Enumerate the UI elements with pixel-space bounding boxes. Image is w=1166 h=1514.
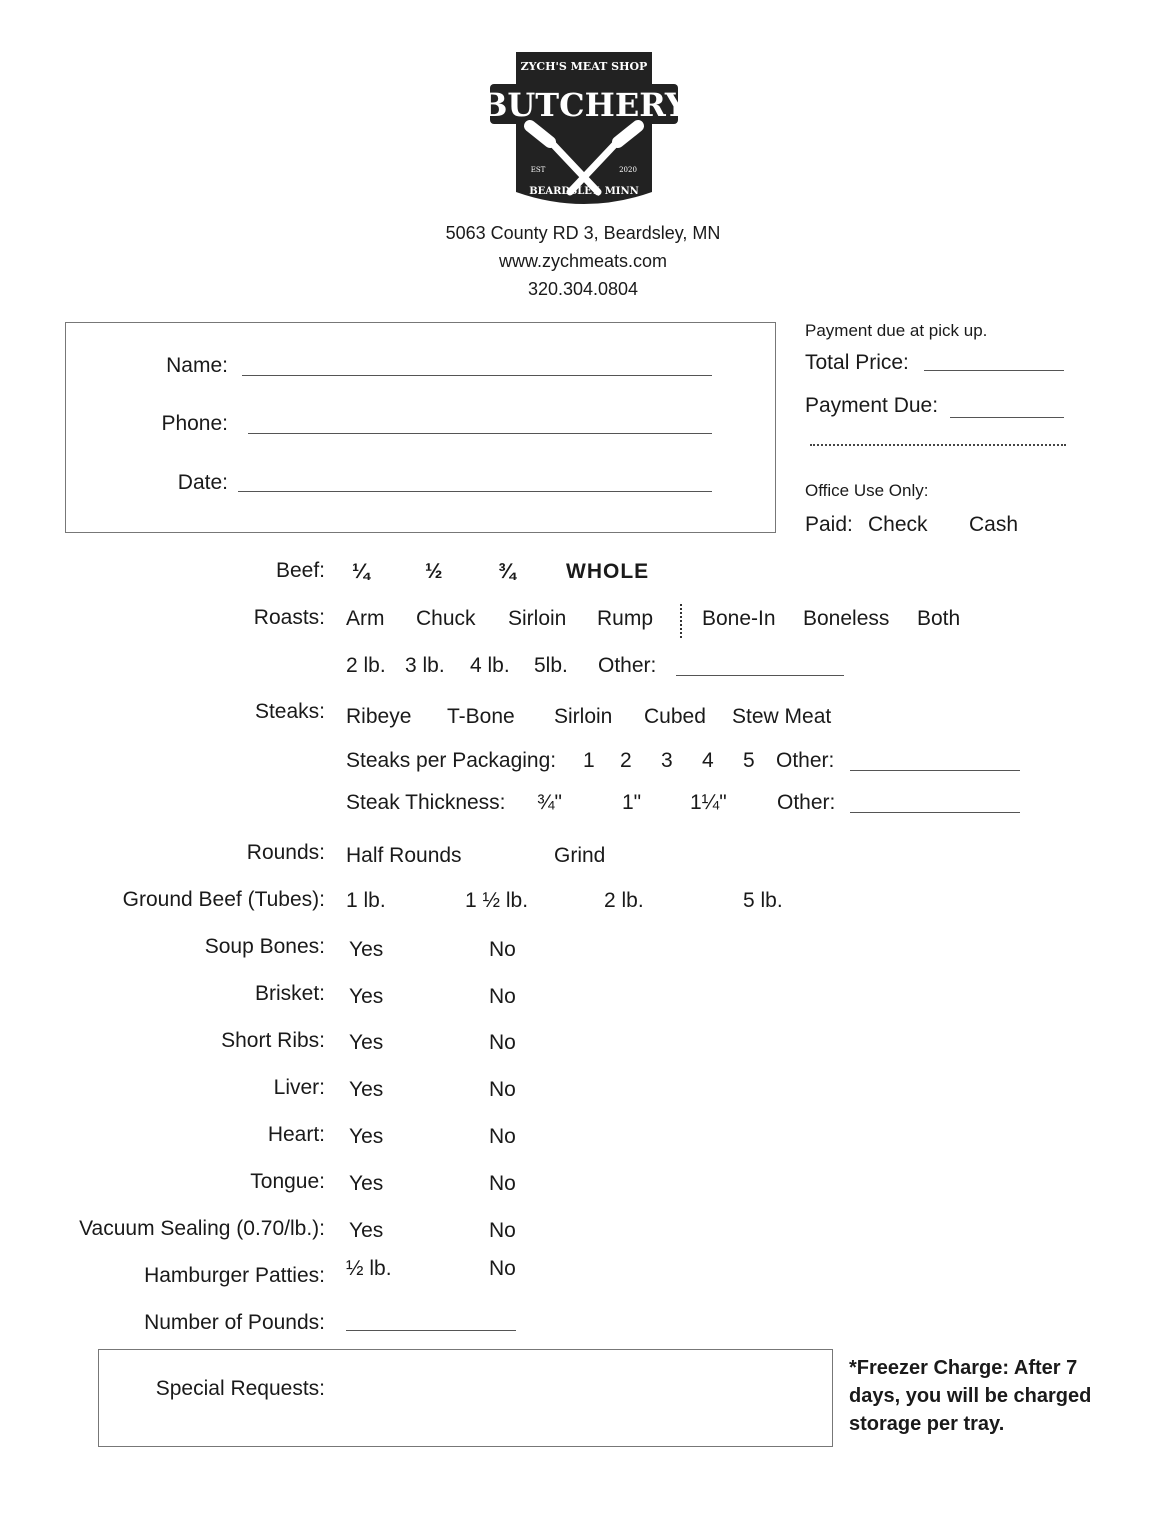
beef-option-whole[interactable]: WHOLE — [566, 560, 650, 583]
total-price-label: Total Price: — [805, 351, 909, 374]
short-ribs-no[interactable]: No — [489, 1031, 516, 1054]
logo-top-text: ZYCH'S MEAT SHOP — [520, 60, 648, 73]
roast-other-label: Other: — [598, 654, 657, 677]
roast-other-field[interactable] — [676, 675, 844, 676]
soup-bones-no[interactable]: No — [489, 938, 516, 961]
name-field[interactable] — [242, 375, 712, 376]
steak-option-stew-meat[interactable]: Stew Meat — [732, 705, 832, 728]
steak-thickness-other-field[interactable] — [850, 812, 1020, 813]
steaks-per-pack-label: Steaks per Packaging: — [346, 749, 557, 772]
steak-option-ribeye[interactable]: Ribeye — [346, 705, 412, 728]
roast-dotted-separator — [680, 604, 682, 638]
rounds-option-grind[interactable]: Grind — [554, 844, 606, 867]
brisket-no[interactable]: No — [489, 985, 516, 1008]
payment-note: Payment due at pick up. — [805, 321, 988, 340]
steak-option-sirloin[interactable]: Sirloin — [554, 705, 613, 728]
steaks-label: Steaks: — [254, 700, 325, 723]
patties-half-lb[interactable]: ½ lb. — [346, 1257, 392, 1280]
special-requests-label: Special Requests: — [155, 1377, 325, 1400]
date-label: Date: — [177, 471, 228, 494]
ground-beef-2lb[interactable]: 2 lb. — [604, 889, 644, 912]
phone-label: Phone: — [161, 412, 228, 435]
ground-beef-5lb[interactable]: 5 lb. — [743, 889, 783, 912]
liver-no[interactable]: No — [489, 1078, 516, 1101]
roast-weight-3lb[interactable]: 3 lb. — [405, 654, 445, 677]
logo-graphic — [488, 44, 680, 210]
dotted-divider — [810, 444, 1066, 446]
steak-option-cubed[interactable]: Cubed — [644, 705, 706, 728]
payment-due-label: Payment Due: — [805, 394, 939, 417]
roast-option-chuck[interactable]: Chuck — [416, 607, 476, 630]
paid-check-option[interactable]: Check — [868, 513, 928, 536]
office-use-label: Office Use Only: — [805, 481, 929, 500]
ground-beef-1lb[interactable]: 1 lb. — [346, 889, 386, 912]
shop-phone: 320.304.0804 — [527, 279, 639, 299]
soup-bones-yes[interactable]: Yes — [349, 938, 384, 961]
short-ribs-label: Short Ribs: — [221, 1029, 325, 1052]
shop-website[interactable]: www.zychmeats.com — [498, 251, 668, 271]
steak-thickness-three-quarter[interactable]: ¾" — [537, 791, 562, 814]
tongue-label: Tongue: — [250, 1170, 325, 1193]
ground-beef-label: Ground Beef (Tubes): — [122, 888, 325, 911]
liver-label: Liver: — [273, 1076, 325, 1099]
logo-est-year: 2020 — [619, 166, 637, 174]
phone-field[interactable] — [248, 433, 712, 434]
roast-weight-4lb[interactable]: 4 lb. — [470, 654, 510, 677]
patties-label: Hamburger Patties: — [144, 1264, 325, 1287]
freezer-charge-note: *Freezer Charge: After 7 days, you will be charged storage per tray. — [849, 1357, 1092, 1435]
paid-label: Paid: — [805, 513, 853, 536]
liver-yes[interactable]: Yes — [349, 1078, 384, 1101]
beef-option-quarter[interactable]: ¼ — [352, 560, 370, 583]
roast-weight-5lb[interactable]: 5lb. — [534, 654, 568, 677]
logo-main-text: BUTCHERY — [488, 86, 680, 124]
steak-thickness-one-quarter[interactable]: 1¼" — [690, 791, 727, 814]
tongue-no[interactable]: No — [489, 1172, 516, 1195]
logo — [488, 44, 680, 210]
pounds-field[interactable] — [346, 1330, 516, 1331]
payment-due-field[interactable] — [950, 417, 1064, 418]
heart-yes[interactable]: Yes — [349, 1125, 384, 1148]
beef-option-half[interactable]: ½ — [425, 560, 443, 583]
beef-option-three-quarter[interactable]: ¾ — [498, 560, 516, 583]
soup-bones-label: Soup Bones: — [204, 935, 325, 958]
rounds-label: Rounds: — [246, 841, 325, 864]
date-field[interactable] — [238, 491, 712, 492]
steaks-per-pack-5[interactable]: 5 — [743, 749, 755, 772]
roast-option-rump[interactable]: Rump — [597, 607, 654, 630]
heart-no[interactable]: No — [489, 1125, 516, 1148]
vacuum-sealing-no[interactable]: No — [489, 1219, 516, 1242]
steaks-per-pack-other-label: Other: — [776, 749, 835, 772]
heart-label: Heart: — [267, 1123, 325, 1146]
roast-option-bone-in[interactable]: Bone-In — [702, 607, 776, 630]
roast-option-sirloin[interactable]: Sirloin — [508, 607, 567, 630]
steaks-per-pack-other-field[interactable] — [850, 770, 1020, 771]
steak-option-t-bone[interactable]: T-Bone — [447, 705, 515, 728]
steak-thickness-label: Steak Thickness: — [346, 791, 506, 814]
brisket-label: Brisket: — [254, 982, 325, 1005]
roasts-label: Roasts: — [253, 606, 325, 629]
vacuum-sealing-label: Vacuum Sealing (0.70/lb.): — [79, 1217, 325, 1240]
pounds-label: Number of Pounds: — [144, 1311, 325, 1334]
steaks-per-pack-2[interactable]: 2 — [620, 749, 632, 772]
ground-beef-1-5lb[interactable]: 1 ½ lb. — [465, 889, 529, 912]
logo-est-label: EST — [530, 166, 546, 174]
steaks-per-pack-3[interactable]: 3 — [661, 749, 673, 772]
patties-no[interactable]: No — [489, 1257, 516, 1280]
paid-cash-option[interactable]: Cash — [969, 513, 1019, 536]
vacuum-sealing-yes[interactable]: Yes — [349, 1219, 384, 1242]
tongue-yes[interactable]: Yes — [349, 1172, 384, 1195]
total-price-field[interactable] — [924, 370, 1064, 371]
shop-address: 5063 County RD 3, Beardsley, MN — [445, 223, 721, 243]
steak-thickness-other-label: Other: — [777, 791, 836, 814]
beef-label: Beef: — [275, 559, 325, 582]
short-ribs-yes[interactable]: Yes — [349, 1031, 384, 1054]
logo-bottom-text: BEARDSLEY, MINN — [529, 186, 639, 197]
roast-option-both[interactable]: Both — [917, 607, 961, 630]
steaks-per-pack-1[interactable]: 1 — [583, 749, 595, 772]
steaks-per-pack-4[interactable]: 4 — [702, 749, 714, 772]
name-label: Name: — [166, 354, 228, 377]
rounds-option-half[interactable]: Half Rounds — [346, 844, 462, 867]
roast-option-arm[interactable]: Arm — [346, 607, 385, 630]
roast-weight-2lb[interactable]: 2 lb. — [346, 654, 386, 677]
steak-thickness-one[interactable]: 1" — [622, 791, 642, 814]
brisket-yes[interactable]: Yes — [349, 985, 384, 1008]
roast-option-boneless[interactable]: Boneless — [803, 607, 890, 630]
